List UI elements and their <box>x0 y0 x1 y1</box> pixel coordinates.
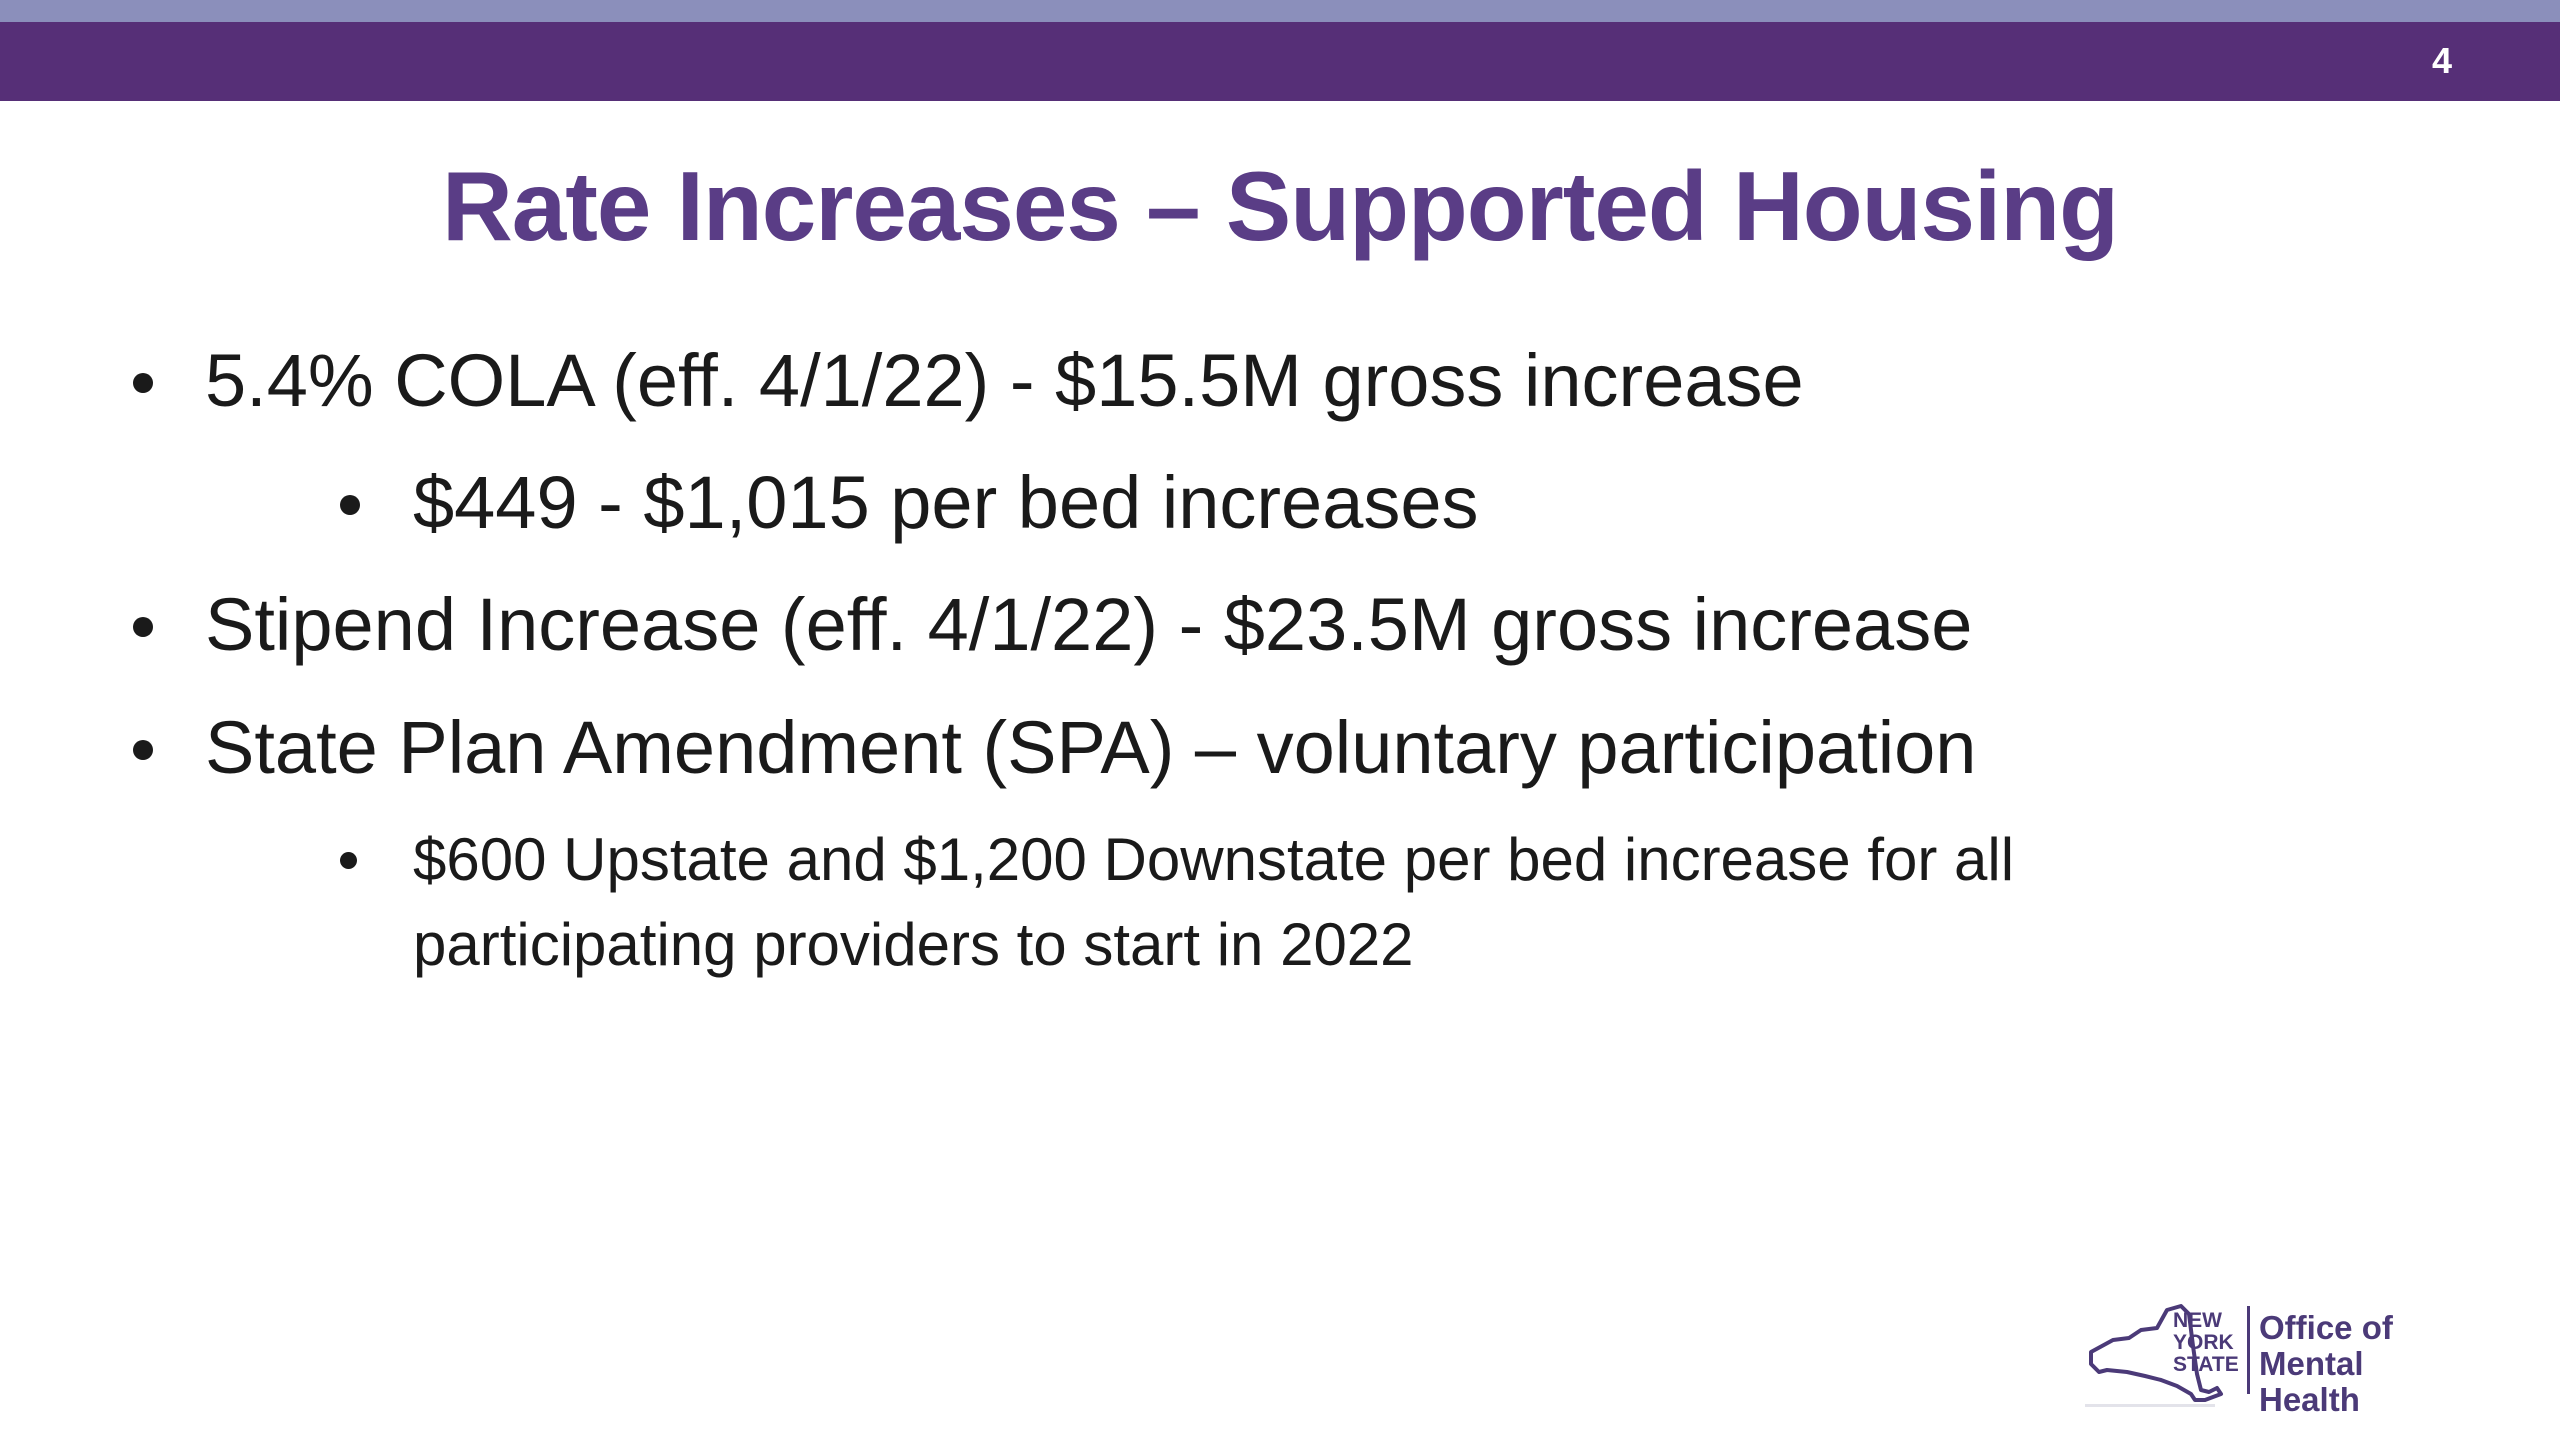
sub-bullet-dot <box>340 852 357 869</box>
header-band <box>0 22 2560 101</box>
bullet-dot <box>133 373 153 393</box>
bullet-dot <box>133 740 153 760</box>
bullet-item: State Plan Amendment (SPA) – voluntary participation <box>205 706 1977 789</box>
bullet-dot <box>133 617 153 637</box>
slide-title: Rate Increases – Supported Housing <box>442 151 2118 261</box>
bullet-item: Stipend Increase (eff. 4/1/22) - $23.5M gross increase <box>205 583 1973 666</box>
sub-bullet-item-line2: participating providers to start in 2022 <box>413 911 1414 978</box>
new-york-state-wordmark: NEW YORK STATE <box>2173 1309 2239 1376</box>
page-number: 4 <box>2431 40 2452 81</box>
omh-logo <box>2085 1300 2465 1418</box>
logo-underline <box>2085 1404 2215 1407</box>
sub-bullet-item-line1: $600 Upstate and $1,200 Downstate per bed increase for all <box>413 826 2015 893</box>
logo-divider <box>2247 1306 2250 1394</box>
top-accent-band <box>0 0 2560 22</box>
bullet-item: 5.4% COLA (eff. 4/1/22) - $15.5M gross increase <box>205 339 1804 422</box>
office-of-mental-health-wordmark: Office of Mental Health <box>2259 1309 2393 1418</box>
sub-bullet-item: $449 - $1,015 per bed increases <box>413 461 1479 544</box>
sub-bullet-dot <box>340 495 360 515</box>
